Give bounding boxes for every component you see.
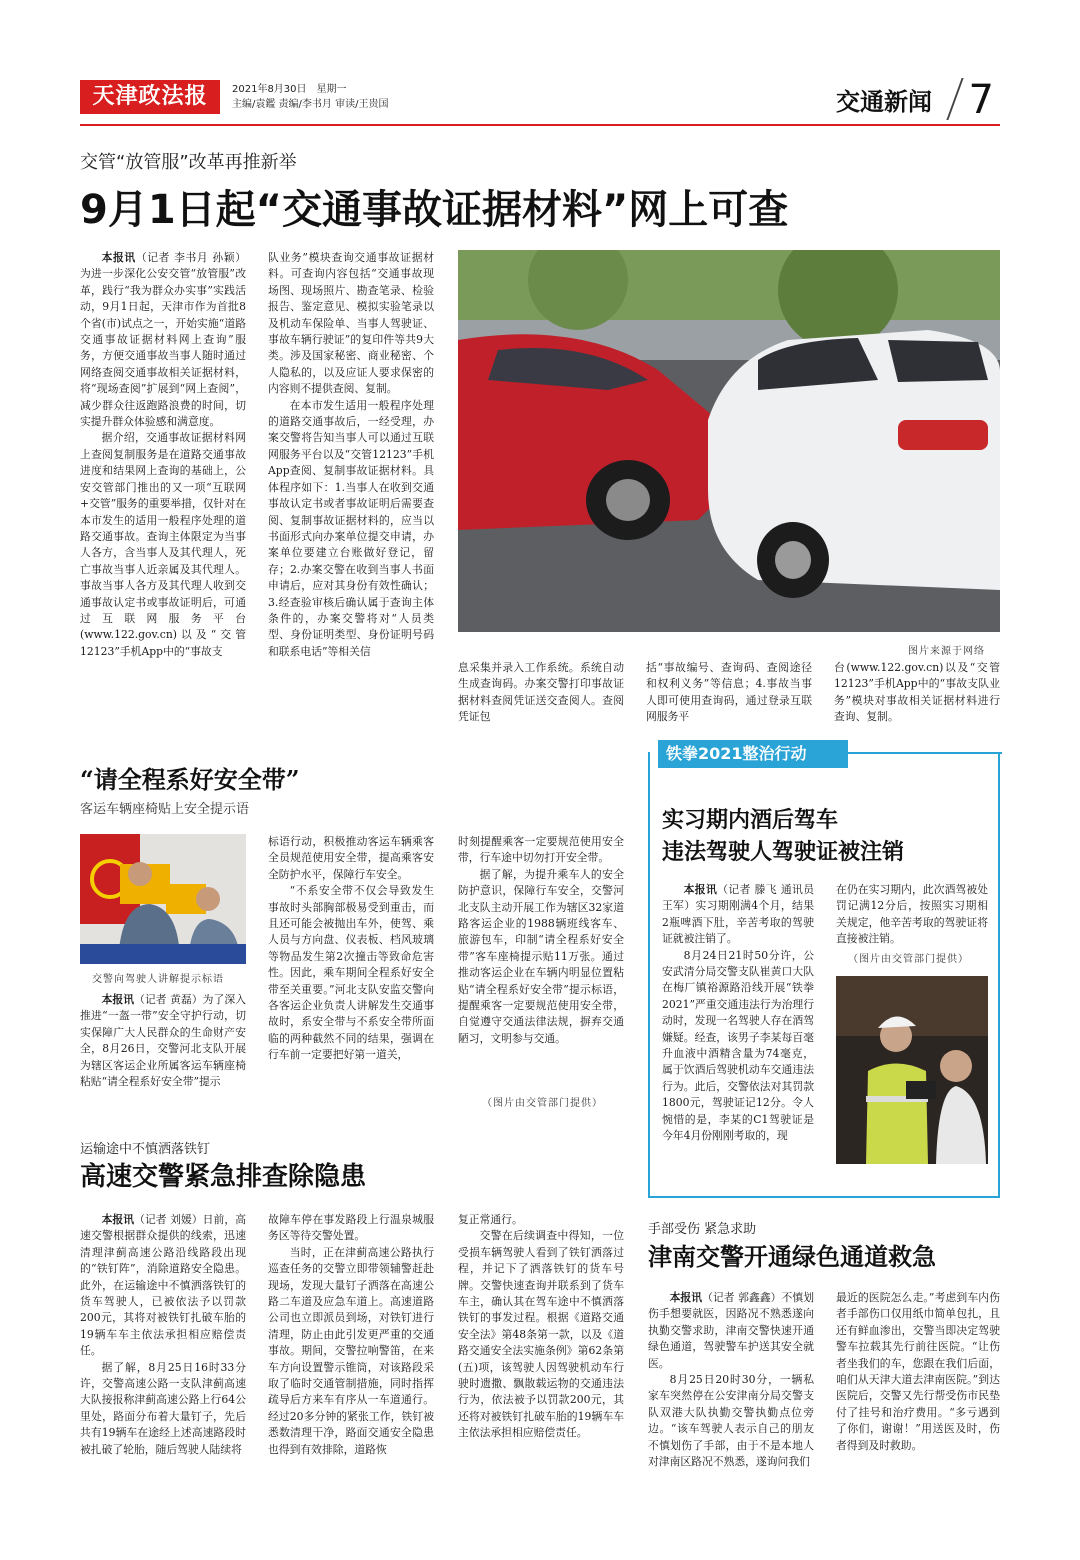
article1-column-3: 息采集并录入工作系统。系统自动生成查询码。办案交警打印事故证据材料查阅凭证送交查阅人。查阅凭证包	[458, 661, 624, 724]
box-tag-rule	[848, 752, 1002, 754]
editorial-staff: 主编/袁鑑 责编/李书月 审读/王贵国	[232, 99, 389, 110]
article4-kicker: 手部受伤 紧急求助	[648, 1222, 757, 1237]
seatbelt-photo	[80, 834, 246, 964]
officer-breath-test-illustration	[836, 976, 988, 1164]
box-credit: （图片由交管部门提供）	[848, 954, 969, 965]
article3-kicker: 运输途中不慎洒落铁钉	[80, 1142, 211, 1157]
article3-column-1: 本报讯（记者 刘媛）日前，高速交警根据群众提供的线索，迅速清理津蓟高速公路沿线路段出现的“铁钉阵”，消除道路安全隐患。此外，在运输途中不慎洒落铁钉的货车驾驶人，已被依法予以罚款200元，其将对被铁钉扎破车胎的19辆车车主依法承担相应赔偿责任。 据了解，8月25日16时33分许，交警高速公路一支队津蓟高速大队接报称津蓟高速公路上行64公里处，路面分布着大量钉子，先后共有19辆车在途经上述高速路段时被扎破了轮胎，随后驾驶人陆续将	[80, 1213, 246, 1456]
masthead-divider	[946, 78, 963, 120]
article1-column-4: 括“事故编号、查询码、查阅途径和权利义务”等信息；4.事故当事人即可使用查询码，通过登录互联网服务平	[646, 661, 812, 724]
article3-column-3: 复正常通行。 交警在后续调查中得知，一位受损车辆驾驶人看到了铁钉洒落过程，并记下了洒落铁钉的货车号牌。交警快速查询并联系到了货车车主，确认其在驾车途中不慎洒落铁钉的事发过程。根据《道路交通安全法》第48条第一款，以及《道路交通安全法实施条例》第62条第(五)项，该驾驶人因驾驶机动车行驶时遗撒、飘散载运物的交通违法行为，依法被予以罚款200元，其还将对被铁钉扎破车胎的19辆车车主依法承担相应赔偿责任。	[458, 1213, 624, 1440]
box-tag: 铁拳2021整治行动	[658, 740, 848, 768]
article2-column-3: 时刻提醒乘客一定要规范使用安全带，行车途中切勿打开安全带。 据了解，为提升乘车人的安全防护意识，保障行车安全，交警河北支队主动开展工作为辖区32家道路客运企业的1988辆班线客车、旅游包车，印制“请全程系好安全带”客车座椅提示贴11万张。通过推动客运企业在车辆内明显位置粘贴“请全程系好安全带”提示标语，提醒乘客一定要规范使用安全带，自觉遵守交通法律法规，摒弃交通陋习，文明参与交通。	[458, 835, 624, 1045]
article2-column-2: 标语行动，积极推动客运车辆乘客全员规范使用安全带，提高乘客安全防护水平，保障行车安全。 “不系安全带不仅会导致发生事故时头部胸部极易受到重击，而且还可能会被抛出车外，使驾、乘人员与方向盘、仪表板、档风玻璃等物品发生第2次撞击等致命危害性。因此，乘车期间全程系好安全带至关重要。”河北支队安监交警向各客运企业负责人讲解发生交通事故时，系安全带与不系安全带所面临的两种截然不同的结果，强调在行车前一定要把好第一道关，	[268, 835, 434, 1062]
accident-photo	[458, 250, 1000, 632]
masthead-rule	[80, 124, 1000, 126]
article2-photo-caption: 交警向驾驶人讲解提示标语	[92, 974, 224, 985]
page-number: 7	[968, 77, 994, 123]
article1-column-2: 队业务”模块查询交通事故证据材料。可查询内容包括“交通事故现场图、现场照片、勘查笔录、检验报告、鉴定意见、模拟实验笔录以及机动车保险单、当事人驾驶证、事故车辆行驶证”的复印件等共9大类。涉及国家秘密、商业秘密、个人隐私的，以及应证人要求保密的内容则不提供查阅、复制。 在本市发生适用一般程序处理的道路交通事故后，一经受理，办案交警将告知当事人可以通过互联网服务平台以及“交管12123”手机App查阅、复制事故证据材料。具体程序如下：1.当事人在收到交通事故认定书或者事故证明后需要查阅、复制事故证据材料的，应当以书面形式向办案单位提交申请，办案单位要建立台账做好登记，留存；2.办案交警在收到当事人书面申请后，应对其身份有效性确认；3.经查验审核后确认属于查询主体条件的，办案交警将对“人员类型、身份证明类型、身份证明号码和联系电话”等相关信	[268, 251, 434, 658]
issue-date: 2021年8月30日 星期一	[232, 84, 347, 95]
article1-photo-caption: 图片来源于网络	[908, 646, 985, 657]
article2-column-1: 本报讯（记者 黄磊）为了深入推进“一盔一带”安全守护行动，切实保障广大人民群众的生命财产安全，8月26日，交警河北支队开展为辖区客运企业所属客运车辆座椅粘贴“请全程系好安全带”提示	[80, 993, 246, 1089]
officers-with-signs-illustration	[80, 834, 246, 964]
article2-headline: “请全程系好安全带”	[80, 765, 300, 794]
article2-subhead: 客运车辆座椅贴上安全提示语	[80, 802, 250, 817]
article2-credit: （图片由交管部门提供）	[482, 1098, 603, 1109]
section-title: 交通新闻	[836, 88, 932, 116]
box-column-1: 本报讯（记者 滕飞 通讯员 王军）实习期刚满4个月，结果2瓶啤酒下肚，辛苦考取的驾驶证就被注销了。 8月24日21时50分许，公安武清分局交警支队崔黄口大队在梅厂镇裕源路沿线开展“铁拳2021”严重交通违法行为治理行动时，发现一名驾驶人存在酒驾嫌疑。经查，该男子李某每百毫升血液中酒精含量为74毫克，属于饮酒后驾驶机动车交通违法行为。此后，交警依法对其罚款1800元，驾驶证记12分。令人惋惜的是，李某的C1驾驶证是今年4月份刚刚考取的，现	[662, 883, 814, 1143]
box-headline: 实习期内酒后驾车 违法驾驶人驾驶证被注销	[662, 807, 905, 865]
article1-headline: 9月1日起“交通事故证据材料”网上可查	[80, 187, 789, 233]
article4-headline: 津南交警开通绿色通道救急	[648, 1242, 936, 1271]
article4-column-1: 本报讯（记者 郭鑫鑫）不慎划伤手想要就医，因路况不熟悉遂向执勤交警求助，津南交警快速开通绿色通道，驾驶警车护送其安全就医。 8月25日20时30分，一辆私家车突然停在公安津南分局交警支队双港大队执勤交警执勤点位旁边。“该车驾驶人表示自己的朋友不慎划伤了手部，由于不是本地人对津南区路况不熟悉，遂询问我们	[648, 1291, 814, 1469]
article4-column-2: 最近的医院怎么走。”考虑到车内伤者手部伤口仅用纸巾简单包扎，且还有鲜血渗出，交警当即决定驾驶警车拉载其先行前往医院。“让伤者坐我们的车，您跟在我们后面，咱们从天津大道去津南医院。”到达医院后，交警又先行帮受伤市民垫付了挂号和治疗费用。“多亏遇到了你们，谢谢！”用送医及时，伤者得到及时救助。	[836, 1291, 1000, 1452]
article1-kicker: 交管“放管服”改革再推新举	[80, 152, 297, 173]
article3-headline: 高速交警紧急排查除隐患	[80, 1162, 367, 1192]
article1-column-5: 台(www.122.gov.cn)以及“交管12123”手机App中的“事故支队业务”模块对事故相关证据材料进行查询、复制。	[834, 661, 1000, 724]
article1-byline: 本报讯	[101, 251, 136, 264]
article3-column-2: 故障车停在事发路段上行温泉城服务区等待交警处置。 当时，正在津蓟高速公路执行巡查任务的交警立即带领辅警赶赴现场，发现大量钉子洒落在高速公路二车道及应急车道上。高速道路公司也立即派员到场，对铁钉进行清理，防止由此引发更严重的交通事故。期间，交警拉响警笛，在来车方向设置警示锥筒，对该路段采取了临时交通管制措施，同时指挥疏导后方来车有序从一车道通行。经过20多分钟的紧张工作，铁钉被悉数清理干净，路面交通安全隐患也得到有效排除，道路恢	[268, 1213, 434, 1456]
newspaper-logo: 天津政法报	[80, 80, 220, 114]
issue-meta	[232, 82, 388, 112]
drunk-driving-photo	[836, 976, 988, 1164]
car-collision-illustration	[458, 250, 1000, 632]
box-column-2: 在仍在实习期内，此次酒驾被处罚记满12分后，按照实习期相关规定，他辛苦考取的驾驶证将直接被注销。	[836, 883, 988, 946]
article1-column-1: 本报讯（记者 李书月 孙颖）为进一步深化公安交管“放管服”改革，践行“我为群众办实事”实践活动，9月1日起，天津市作为首批8个省(市)试点之一，开始实施“道路交通事故证据材料网上查询”服务，方便交通事故当事人随时通过网络查阅交通事故相关证据材料，将“现场查阅”扩展到“网上查阅”，减少群众往返跑路浪费的时间，切实提升群众体验感和满意度。 据介绍，交通事故证据材料网上查阅复制服务是在道路交通事故进度和结果网上查询的基础上，公安交管部门推出的又一项“互联网+交管”服务的重要举措，仅针对在本市发生的适用一般程序处理的道路交通事故。查询主体限定为当事人各方，含当事人及其代理人，死亡事故当事人近亲属及其代理人。事故当事人各方及其代理人收到交通事故认定书或事故证明后，可通过互联网服务平台(www.122.gov.cn)以及“交管12123”手机App中的“事故支	[80, 251, 246, 658]
